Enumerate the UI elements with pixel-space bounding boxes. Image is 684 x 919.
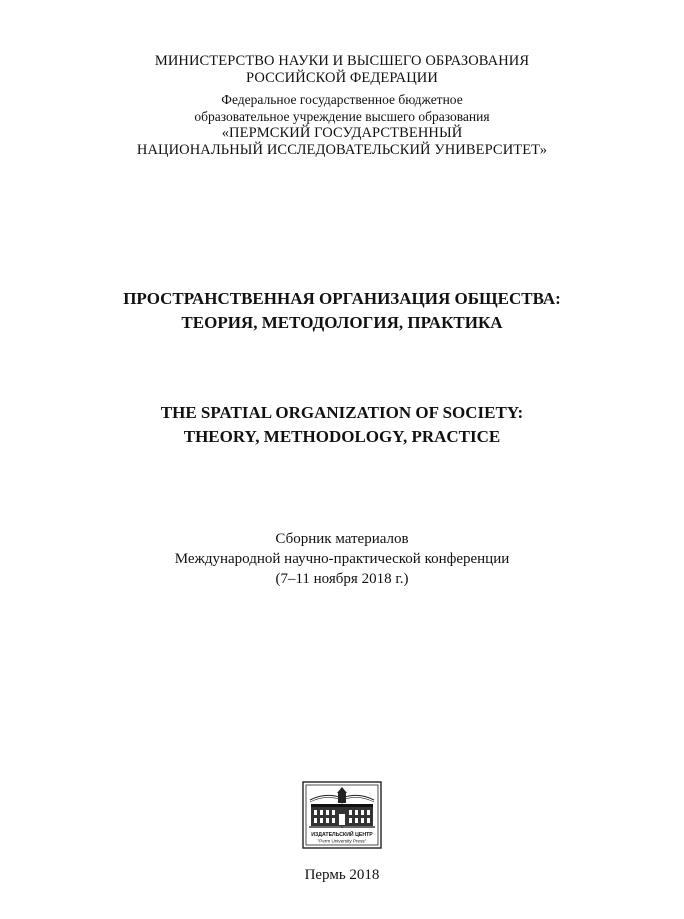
logo-text-line-1: ИЗДАТЕЛЬСКИЙ ЦЕНТР [311, 832, 373, 838]
collection-line-3: (7–11 ноября 2018 г.) [275, 571, 409, 587]
title-english-line-2: THEORY, METHODOLOGY, PRACTICE [183, 427, 501, 446]
institution-line-2: образовательное учреждение высшего образования [194, 109, 490, 124]
ministry-line-1: МИНИСТЕРСТВО НАУКИ И ВЫСШЕГО ОБРАЗОВАНИЯ [154, 53, 530, 69]
title-russian-line-1: ПРОСТРАНСТВЕННАЯ ОРГАНИЗАЦИЯ ОБЩЕСТВА: [123, 289, 561, 308]
collection-line-1: Сборник материалов [275, 531, 409, 547]
title-russian-line-2: ТЕОРИЯ, МЕТОДОЛОГИЯ, ПРАКТИКА [181, 313, 503, 332]
logo-text-line-2: "Perm University Press" [317, 838, 367, 844]
title-russian [0, 287, 684, 335]
title-english [0, 401, 684, 449]
publisher-logo [301, 780, 383, 850]
publisher-logo-icon [301, 780, 383, 850]
title-english-line-1: THE SPATIAL ORGANIZATION OF SOCIETY: [160, 403, 524, 422]
collection-line-2: Международной научно-практической конференции [174, 551, 510, 567]
institution-line-3: «ПЕРМСКИЙ ГОСУДАРСТВЕННЫЙ [221, 125, 463, 141]
institution-header [0, 53, 684, 159]
collection-description [0, 529, 684, 589]
institution-line-1: Федеральное государственное бюджетное [221, 92, 463, 107]
institution-line-4: НАЦИОНАЛЬНЫЙ ИССЛЕДОВАТЕЛЬСКИЙ УНИВЕРСИТЕТ» [136, 142, 548, 158]
city-year: Пермь 2018 [304, 867, 380, 883]
ministry-line-2: РОССИЙСКОЙ ФЕДЕРАЦИИ [246, 70, 438, 86]
